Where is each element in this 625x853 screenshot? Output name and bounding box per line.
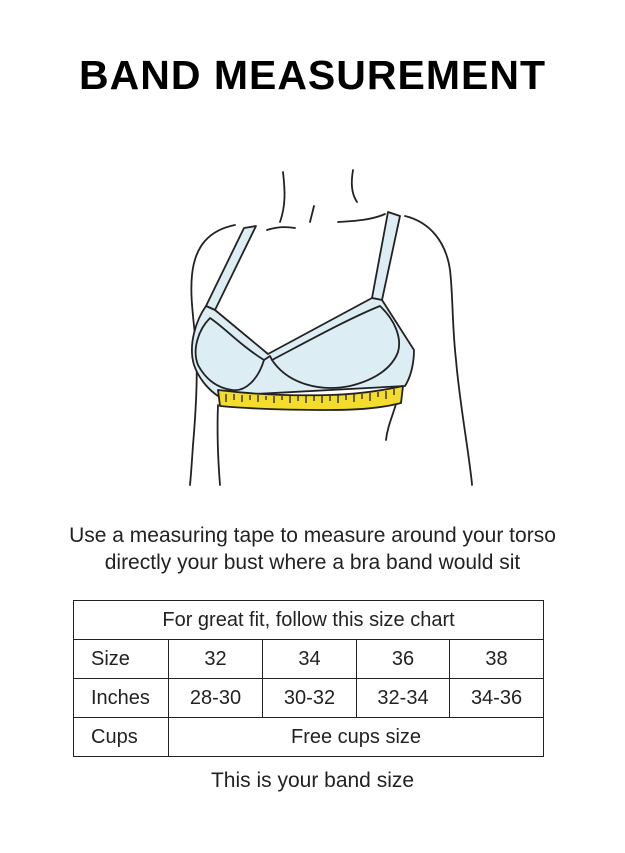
- inches-cell: 32-34: [357, 679, 450, 718]
- instructions-line-1: Use a measuring tape to measure around your torso: [69, 524, 556, 547]
- inches-cell: 34-36: [450, 679, 544, 718]
- size-cell: 34: [263, 640, 357, 679]
- table-row-inches: [74, 679, 544, 718]
- size-chart-table: [73, 600, 544, 757]
- collarbone-right: [338, 214, 385, 222]
- table-header-row: [74, 601, 544, 640]
- bra-band-illustration: [160, 160, 480, 490]
- instructions: [0, 522, 625, 576]
- left-strap: [206, 226, 256, 310]
- size-label: Size: [74, 640, 169, 679]
- table-header: For great fit, follow this size chart: [74, 601, 544, 640]
- page-title: BAND MEASUREMENT: [79, 52, 546, 98]
- size-cell: 36: [357, 640, 450, 679]
- right-strap: [372, 212, 400, 300]
- neck-right-line: [352, 170, 357, 202]
- table-row-cups: [74, 718, 544, 757]
- footer-note: This is your band size: [210, 769, 415, 792]
- neck-notch: [310, 206, 314, 222]
- left-torso-side: [218, 405, 220, 485]
- right-shoulder-arm: [405, 216, 472, 485]
- size-cell: 32: [169, 640, 263, 679]
- instructions-line-2: directly your bust where a bra band would sit: [104, 551, 521, 574]
- inches-cell: 28-30: [169, 679, 263, 718]
- inches-label: Inches: [74, 679, 169, 718]
- collarbone-left: [267, 227, 295, 230]
- cups-value: Free cups size: [169, 718, 544, 757]
- size-cell: 38: [450, 640, 544, 679]
- inches-cell: 30-32: [263, 679, 357, 718]
- neck-left-line: [280, 172, 285, 222]
- cups-label: Cups: [74, 718, 169, 757]
- table-row-size: [74, 640, 544, 679]
